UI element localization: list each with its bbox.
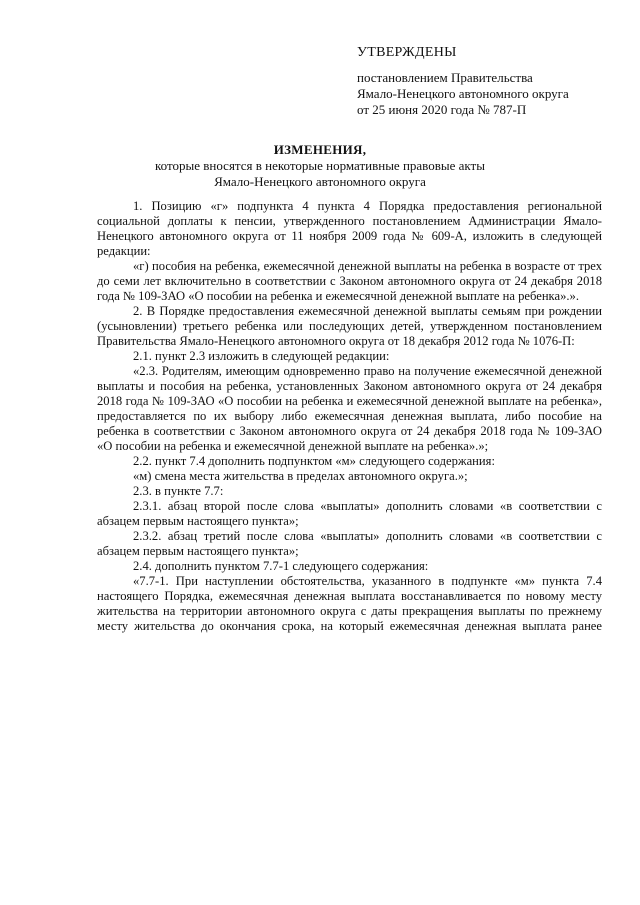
- paragraph: «м) смена места жительства в пределах автономного округа.»;: [133, 469, 468, 483]
- title-main: ИЗМЕНЕНИЯ,: [273, 142, 367, 157]
- approval-line-3: от 25 июня 2020 года № 787-П: [357, 102, 527, 117]
- paragraph: «г) пособия на ребенка, ежемесячной денежной выплаты на ребенка в возрасте от трех до семи лет включительно в соответствии с Законом автономного округа от 24 декабря 2018 года № 109-ЗАО «О пособии на ребенка и ежемесячной денежной выплате на ребенка».».: [97, 259, 602, 303]
- paragraph: 2.3.2. абзац третий после слова «выплаты» дополнить словами «в соответствии с абзацем первым настоящего пункта»;: [97, 529, 602, 558]
- approval-details: [357, 70, 607, 118]
- approved-heading: УТВЕРЖДЕНЫ: [357, 45, 457, 60]
- document-title: [0, 142, 640, 190]
- paragraph: «7.7-1. При наступлении обстоятельства, указанного в подпункте «м» пункта 7.4 настоящего Порядка, ежемесячная денежная выплата восстанавливается по новому месту жительства на территории автономного округа с даты прекращения выплаты по прежнему месту жительства до окончания срока, на который ежемесячная денежная выплата ранее: [97, 574, 602, 633]
- approval-line-1: постановлением Правительства: [357, 70, 533, 85]
- approval-line-2: Ямало-Ненецкого автономного округа: [357, 86, 569, 101]
- title-sub-1: которые вносятся в некоторые нормативные правовые акты: [155, 158, 485, 173]
- paragraph: «2.3. Родителям, имеющим одновременно право на получение ежемесячной денежной выплаты и пособия на ребенка, установленных Законом автономного округа от 24 декабря 2018 года № 109-ЗАО «О пособии на ребенка и ежемесячной денежной выплате на ребенка», предоставляется по их выбору либо ежемесячная денежная выплата, либо пособие на ребенка в соответствии с Законом автономного округа от 24 декабря 2018 года № 109-ЗАО «О пособии на ребенка и ежемесячной денежной выплате на ребенка».»;: [97, 364, 602, 453]
- approval-stamp: [357, 45, 607, 61]
- paragraph: 2.2. пункт 7.4 дополнить подпунктом «м» следующего содержания:: [133, 454, 495, 468]
- title-sub-2: Ямало-Ненецкого автономного округа: [214, 174, 426, 189]
- paragraph: 2.4. дополнить пунктом 7.7-1 следующего содержания:: [133, 559, 429, 573]
- paragraph: 2. В Порядке предоставления ежемесячной денежной выплаты семьям при рождении (усыновлении) третьего ребенка или последующих детей, утвержденном постановлением Правительства Ямало-Ненецкого автономного округа от 18 декабря 2012 года № 1076-П:: [97, 304, 602, 348]
- paragraph: 2.1. пункт 2.3 изложить в следующей редакции:: [133, 349, 390, 363]
- paragraph: 2.3.1. абзац второй после слова «выплаты» дополнить словами «в соответствии с абзацем первым настоящего пункта»;: [97, 499, 602, 528]
- paragraph: 1. Позицию «г» подпункта 4 пункта 4 Порядка предоставления региональной социальной доплаты к пенсии, утвержденного постановлением Администрации Ямало-Ненецкого автономного округа от 11 ноября 2009 года № 609-А, изложить в следующей редакции:: [97, 199, 602, 258]
- document-body: [97, 199, 602, 634]
- paragraph: 2.3. в пункте 7.7:: [133, 484, 224, 498]
